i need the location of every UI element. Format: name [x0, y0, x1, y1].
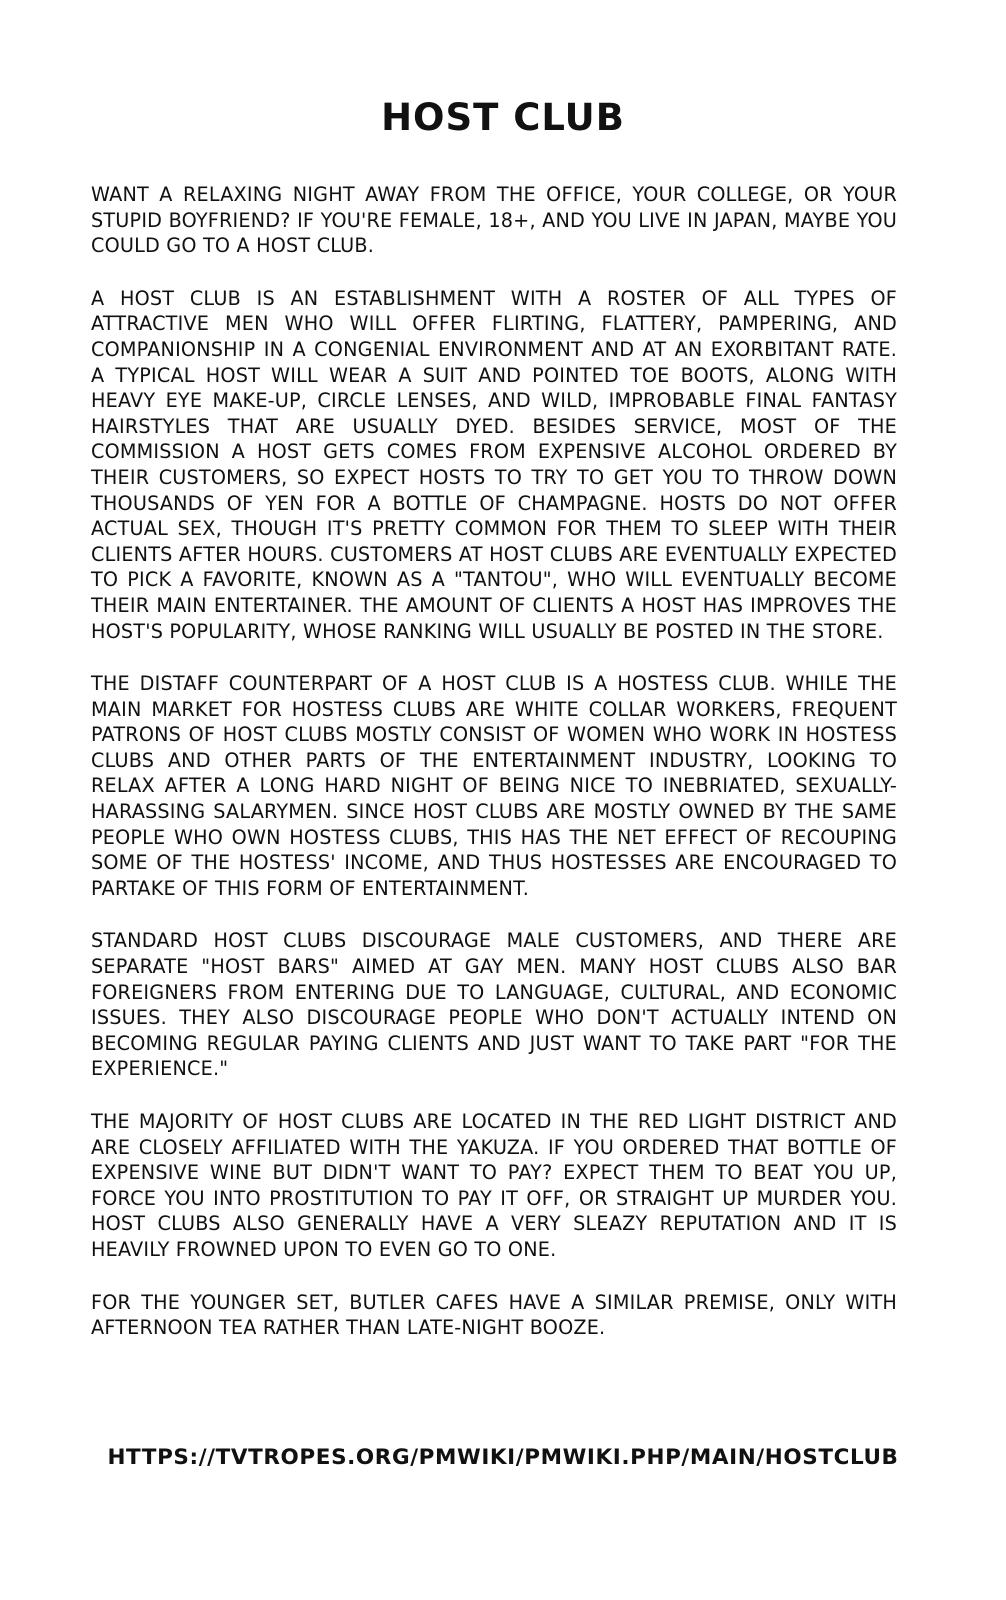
article-body [91, 182, 897, 1368]
paragraph-intro: WANT A RELAXING NIGHT AWAY FROM THE OFFICE, YOUR COLLEGE, OR YOUR STUPID BOYFRIEND? IF YOU'RE FEMALE, 18+, AND YOU LIVE IN JAPAN, MAYBE YOU COULD GO TO A HOST CLUB. [91, 183, 897, 258]
paragraph-customers: STANDARD HOST CLUBS DISCOURAGE MALE CUSTOMERS, AND THERE ARE SEPARATE "HOST BARS" AIMED AT GAY MEN. MANY HOST CLUBS ALSO BAR FOREIGNERS FROM ENTERING DUE TO LANGUAGE, CULTURAL, AND ECONOMIC ISSUES. THEY ALSO DISCOURAGE PEOPLE WHO DON'T ACTUALLY INTEND ON BECOMING REGULAR PAYING CLIENTS AND JUST WANT TO TAKE PART "FOR THE EXPERIENCE." [91, 929, 897, 1081]
paragraph-butler-cafes: FOR THE YOUNGER SET, BUTLER CAFES HAVE A SIMILAR PREMISE, ONLY WITH AFTERNOON TEA RATHER THAN LATE-NIGHT BOOZE. [91, 1290, 897, 1340]
page-title: HOST CLUB [381, 96, 625, 139]
paragraph-yakuza: THE MAJORITY OF HOST CLUBS ARE LOCATED IN THE RED LIGHT DISTRICT AND ARE CLOSELY AFFILIATED WITH THE YAKUZA. IF YOU ORDERED THAT BOTTLE OF EXPENSIVE WINE BUT DIDN'T WANT TO PAY? EXPECT THEM TO BEAT YOU UP, FORCE YOU INTO PROSTITUTION TO PAY IT OFF, OR STRAIGHT UP MURDER YOU. HOST CLUBS ALSO GENERALLY HAVE A VERY SLEAZY REPUTATION AND IT IS HEAVILY FROWNED UPON TO EVEN GO TO ONE. [91, 1110, 897, 1261]
paragraph-hostess-club: THE DISTAFF COUNTERPART OF A HOST CLUB IS A HOSTESS CLUB. WHILE THE MAIN MARKET FOR HOSTESS CLUBS ARE WHITE COLLAR WORKERS, FREQUENT PATRONS OF HOST CLUBS MOSTLY CONSIST OF WOMEN WHO WORK IN HOSTESS CLUBS AND OTHER PARTS OF THE ENTERTAINMENT INDUSTRY, LOOKING TO RELAX AFTER A LONG HARD NIGHT OF BEING NICE TO INEBRIATED, SEXUALLY-HARASSING SALARYMEN. SINCE HOST CLUBS ARE MOSTLY OWNED BY THE SAME PEOPLE WHO OWN HOSTESS CLUBS, THIS HAS THE NET EFFECT OF RECOUPING SOME OF THE HOSTESS' INCOME, AND THUS HOSTESSES ARE ENCOURAGED TO PARTAKE OF THIS FORM OF ENTERTAINMENT. [91, 672, 897, 900]
source-url: HTTPS://TVTROPES.ORG/PMWIKI/PMWIKI.PHP/MAIN/HOSTCLUB [107, 1445, 899, 1470]
paragraph-definition: A HOST CLUB IS AN ESTABLISHMENT WITH A ROSTER OF ALL TYPES OF ATTRACTIVE MEN WHO WILL OFFER FLIRTING, FLATTERY, PAMPERING, AND COMPANIONSHIP IN A CONGENIAL ENVIRONMENT AND AT AN EXORBITANT RATE. A TYPICAL HOST WILL WEAR A SUIT AND POINTED TOE BOOTS, ALONG WITH HEAVY EYE MAKE-UP, CIRCLE LENSES, AND WILD, IMPROBABLE FINAL FANTASY HAIRSTYLES THAT ARE USUALLY DYED. BESIDES SERVICE, MOST OF THE COMMISSION A HOST GETS COMES FROM EXPENSIVE ALCOHOL ORDERED BY THEIR CUSTOMERS, SO EXPECT HOSTS TO TRY TO GET YOU TO THROW DOWN THOUSANDS OF YEN FOR A BOTTLE OF CHAMPAGNE. HOSTS DO NOT OFFER ACTUAL SEX, THOUGH IT'S PRETTY COMMON FOR THEM TO SLEEP WITH THEIR CLIENTS AFTER HOURS. CUSTOMERS AT HOST CLUBS ARE EVENTUALLY EXPECTED TO PICK A FAVORITE, KNOWN AS A "TANTOU", WHO WILL EVENTUALLY BECOME THEIR MAIN ENTERTAINER. THE AMOUNT OF CLIENTS A HOST HAS IMPROVES THE HOST'S POPULARITY, WHOSE RANKING WILL USUALLY BE POSTED IN THE STORE. [91, 286, 897, 643]
